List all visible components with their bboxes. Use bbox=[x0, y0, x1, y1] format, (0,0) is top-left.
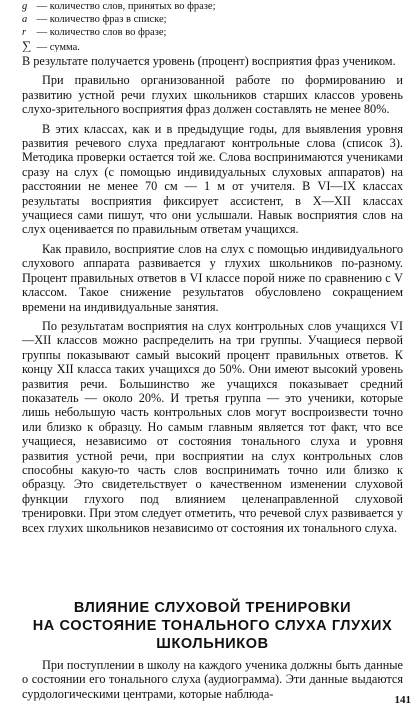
page-number: 141 bbox=[394, 694, 411, 706]
legend-item-a bbox=[22, 13, 402, 26]
legend-text: — количество фраз в списке; bbox=[36, 14, 167, 25]
legend-item-r bbox=[22, 26, 402, 39]
heading-line-3: ШКОЛЬНИКОВ bbox=[156, 636, 269, 652]
legend-symbol: g bbox=[22, 1, 28, 12]
paragraph-as-a-rule: Как правило, восприятие слов на слух с помощью индивидуального слухового аппарата развивается у глухих школьников по-разному. Процент правильных ответов в VI классе порой ниже по сравнению с V классом. Такое снижение результатов обусловлено сокращением времени на индивидуальные занятия. bbox=[22, 241, 403, 314]
heading-line-1: ВЛИЯНИЕ СЛУХОВОЙ ТРЕНИРОВКИ bbox=[73, 600, 352, 616]
paragraph-result: В результате получается уровень (процент) восприятия фраз учеником. bbox=[22, 54, 396, 68]
section-body bbox=[22, 658, 403, 706]
paragraph-three-groups: По результатам восприятия на слух контрольных слов учащихся VI—XII классов можно распределить на три группы. Учащиеся первой группы показывают самый высокий процент правильных ответов. К концу XII класса таких учащихся до 50%. Они имеют высокий уровень развития речи. Большинство же учащихся показывает средний показатель — около 20%. И третья группа — это ученики, которые лишь небольшую часть контрольных слов могут воспроизвести точно или близко к образцу. Но самым главным является тот факт, что все учащиеся, независимо от состояния тонального слуха и уровня развития устной речи, при восприятии на слух контрольных слов способны какую-то часть слов воспринимать точно или близко к образцу. Это свидетельствует о качественном изменении слуховой функции глухого под влиянием целенаправленной слуховой тренировки. При этом следует отметить, что речевой слух развивается у всех глухих школьников независимо от состояния их тонального слуха. bbox=[22, 318, 403, 535]
legend-text: — количество слов во фразе; bbox=[36, 27, 167, 38]
body-text bbox=[22, 54, 403, 540]
legend-symbol: a bbox=[22, 14, 28, 25]
paragraph-control-words: В этих классах, как и в предыдущие годы, для выявления уровня развития речевого слуха предлагают контрольные слова (список 3). Методика проверки остается той же. Слова воспринимаются учениками сразу на слух (с помощью индивидуальных слуховых аппаратов) на расстоянии не менее 70 см — 1 м от учителя. В VI—IX классах результаты восприятия фиксирует ассистент, в X—XII классах учащиеся сами пишут, что они услышали. Навык восприятия слов на слух оценивается по правильным ответам учащихся. bbox=[22, 121, 403, 237]
legend-text: — сумма. bbox=[36, 42, 80, 52]
paragraph-organized-work: При правильно организованной работе по формированию и развитию устной речи глухих школьников старших классов уровень слухо-зрительного восприятия фраз должен составлять не менее 80%. bbox=[22, 73, 403, 117]
legend-item-sum bbox=[22, 39, 402, 52]
paragraph-admission: При поступлении в школу на каждого ученика должны быть данные о состоянии его тонального слуха (аудиограмма). Эти данные выдаются сурдологическими центрами, которые наблюда- bbox=[22, 658, 403, 701]
formula-legend bbox=[22, 0, 402, 52]
heading-line-2: НА СОСТОЯНИЕ ТОНАЛЬНОГО СЛУХА ГЛУХИХ bbox=[32, 618, 393, 634]
sum-symbol: ∑ bbox=[22, 39, 32, 52]
legend-text: — количество слов, принятых во фразе; bbox=[36, 1, 216, 12]
section-heading bbox=[22, 599, 403, 653]
legend-symbol: r bbox=[22, 27, 27, 38]
legend-item-g bbox=[22, 0, 402, 13]
